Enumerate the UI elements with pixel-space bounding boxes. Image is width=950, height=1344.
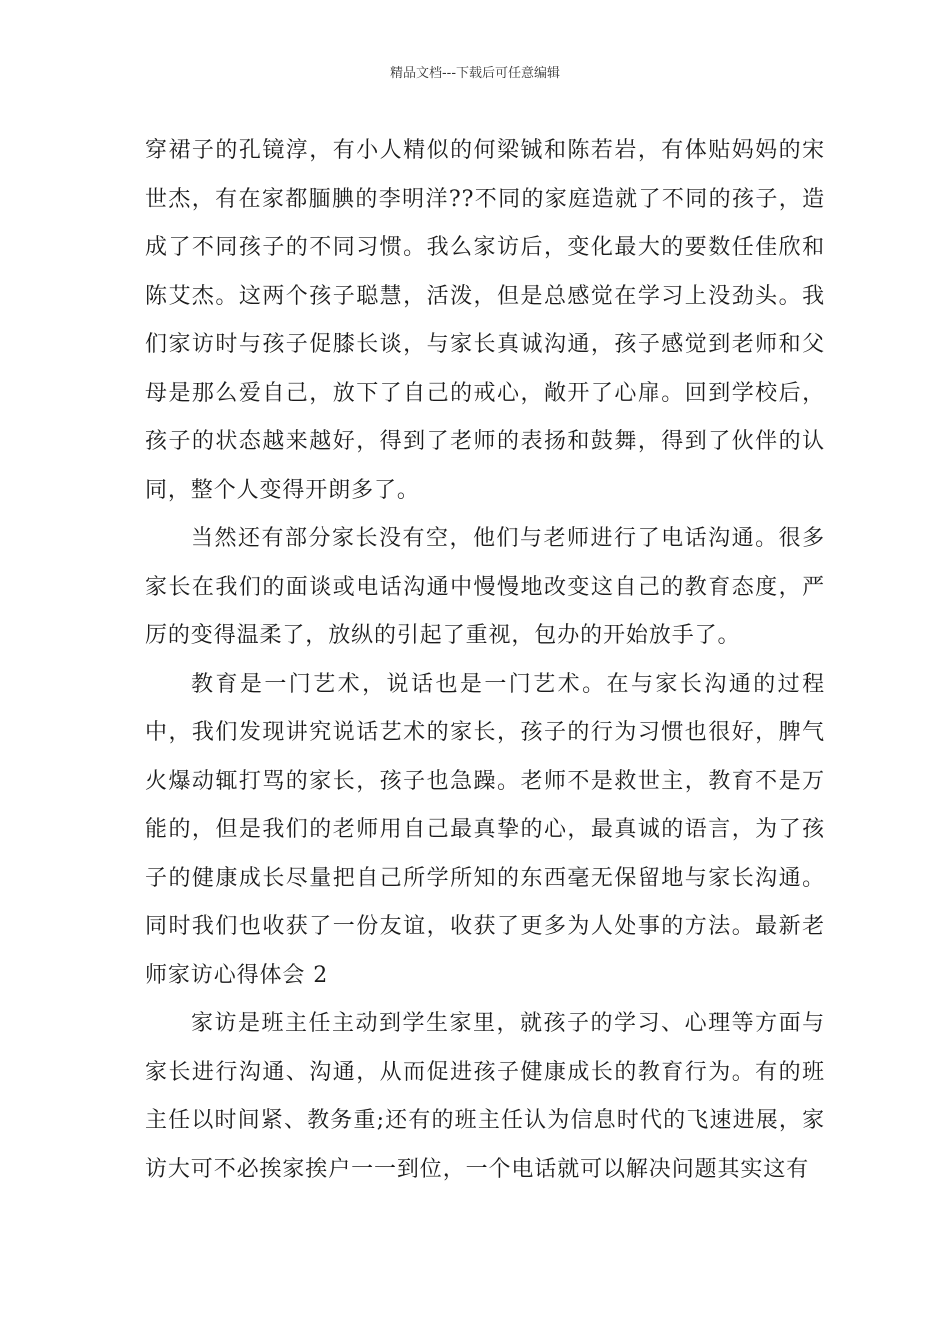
paragraph-3: 教育是一门艺术，说话也是一门艺术。在与家长沟通的过程中，我们发现讲究说话艺术的家长，孩子的行为习惯也很好，脾气火爆动辄打骂的家长，孩子也急躁。老师不是救世主，教育不是万能的，但是我们的老师用自己最真挚的心，最真诚的语言，为了孩子的健康成长尽量把自己所学所知的东西毫无保留地与家长沟通。同时我们也收获了一份友谊，收获了更多为人处事的方法。最新老师家访心得体会 2 (145, 671, 825, 988)
document-body (145, 127, 825, 1194)
paragraph-1: 穿裙子的孔镜淳，有小人精似的何梁铖和陈若岩，有体贴妈妈的宋世杰，有在家都腼腆的李明洋??不同的家庭造就了不同的孩子，造成了不同孩子的不同习惯。我么家访后，变化最大的要数任佳欣和陈艾杰。这两个孩子聪慧，活泼，但是总感觉在学习上没劲头。我们家访时与孩子促膝长谈，与家长真诚沟通，孩子感觉到老师和父母是那么爱自己，放下了自己的戒心，敞开了心扉。回到学校后，孩子的状态越来越好，得到了老师的表扬和鼓舞，得到了伙伴的认同，整个人变得开朗多了。 (145, 138, 825, 503)
page-header: 精品文档---下载后可任意编辑 (389, 66, 561, 81)
paragraph-2: 当然还有部分家长没有空，他们与老师进行了电话沟通。很多家长在我们的面谈或电话沟通中慢慢地改变这自己的教育态度，严厉的变得温柔了，放纵的引起了重视，包办的开始放手了。 (145, 526, 825, 648)
paragraph-4: 家访是班主任主动到学生家里，就孩子的学习、心理等方面与家长进行沟通、沟通，从而促进孩子健康成长的教育行为。有的班主任以时间紧、教务重;还有的班主任认为信息时代的飞速进展，家访大可不必挨家挨户一一到位，一个电话就可以解决问题其实这有 (145, 1011, 825, 1182)
